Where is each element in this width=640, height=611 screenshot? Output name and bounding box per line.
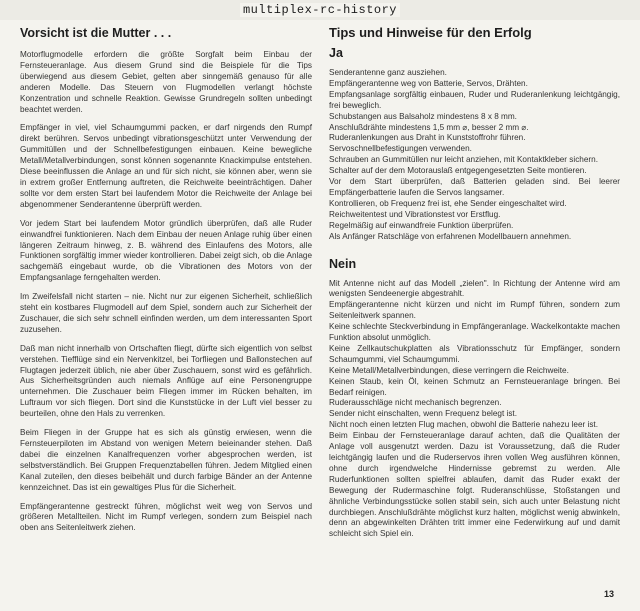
nein-list: [329, 279, 620, 541]
ja-item: Schrauben an Gummitüllen nur leicht anziehen, mit Kontaktkleber sichern.: [329, 155, 598, 165]
ja-item: Vor dem Start überprüfen, daß Batterien geladen sind. Bei leerer Empfängerbatterie laufen die Servos langsamer.: [329, 177, 620, 197]
ja-item: Senderantenne ganz ausziehen.: [329, 68, 447, 77]
paragraph: Im Zweifelsfall nicht starten – nie. Nicht nur zur eigenen Sicherheit, schließlich steht ein kostbares Flugmodell auf dem Spiel, sondern auch zur Sicherheit der Zuschauer, die sich sehr schnell einfinden werden, um dem interessanten Sport zuzusehen.: [20, 292, 312, 334]
ja-item: Schalter auf der dem Motorauslaß entgegengesetzten Seite montieren.: [329, 166, 587, 176]
ja-item: Reichweitentest und Vibrationstest vor Erstflug.: [329, 209, 501, 219]
paragraph: Daß man nicht innerhalb von Ortschaften fliegt, dürfte sich eigentlich von selbst verstehen. Tiefflüge sind ein Nervenkitzel, bei Torfliegen und Ballonstechen auf Flugtagen jederzeit üblich, nie aber über Zuschauern, sonst wird es gefährlich. Aus Sicherheitsgründen auch niemals Anflüge auf eine Personengruppe unternehmen. Die Zuschauer beim Fliegen immer im Rücken behalten, im Luftraum vor sich fliegen. Dort sind die Kunststücke in der Luft viel besser zu beurteilen, ohne den Hals zu verrenken.: [20, 343, 312, 419]
nein-item: Keine Metall/Metallverbindungen, diese verringern die Reichweite.: [329, 365, 569, 375]
nein-item: Nicht noch einen letzten Flug machen, obwohl die Batterie nahezu leer ist.: [329, 420, 598, 430]
ja-item: Empfängerantenne weg von Batterie, Servos, Drähten.: [329, 78, 528, 88]
paragraph: Vor jedem Start bei laufendem Motor gründlich überprüfen, daß alle Ruder einwandfrei funktionieren. Nach dem Einbau der neuen Anlage ruhig über einen längeren Zeitraum hinweg, z. B. während des Einlaufens des Motors, alle Funktionen sorgfältig immer wieder kontrollieren. Dabei zeigt sich, ob die Anlage sachgemäß eingebaut wurde, ob die Vibrationen des Motors von der Empfangsanlage ferngehalten werden.: [20, 218, 312, 283]
ja-item: Ruderanlenkungen aus Draht in Kunststoffrohr führen.: [329, 133, 526, 143]
nein-item: Empfängerantenne nicht kürzen und nicht im Rumpf führen, sondern zum Seitenleitwerk spannen.: [329, 300, 620, 321]
right-column: [329, 20, 620, 546]
nein-heading: Nein: [329, 256, 357, 271]
ja-item: Kontrollieren, ob Frequenz frei ist, ehe Sender eingeschaltet wird.: [329, 198, 567, 208]
left-column: [20, 20, 312, 542]
left-paragraphs: [20, 50, 312, 534]
ja-item: Anschlußdrähte mindestens 1,5 mm ⌀, besser 2 mm ⌀.: [329, 122, 529, 132]
paragraph: Beim Fliegen in der Gruppe hat es sich als günstig erwiesen, wenn die Fernsteuerpiloten im Abstand von wenigen Metern beieinander stehen. Daß dabei die einzelnen Kanalfrequenzen vorher abgesprochen werden, ist selbstverständlich. Bei Gruppen Frequenztabellen führen. Jedem Mitglied einen Kanal zuteilen, den dieses beibehält und durch farbige Bänder an der Antenne kennzeichnet. Das ist ein gewaltiges Plus für die Sicherheit.: [20, 428, 312, 492]
ja-item: Schubstangen aus Balsaholz mindestens 8 x 8 mm.: [329, 111, 517, 121]
paragraph: Empfängerantenne gestreckt führen, möglichst weit weg von Servos und größeren Metallteilen. Nicht im Rumpf verlegen, sondern zum Beispiel nach oben ans Seitenleitwerk ziehen.: [20, 501, 312, 533]
nein-item: Keine Zellkautschukplatten als Vibrationsschutz für Empfänger, sondern Schaumgummi, viel Schaumgummi.: [329, 343, 620, 364]
ja-list: [329, 68, 620, 243]
site-header: [0, 0, 640, 20]
nein-item: Sender nicht einschalten, wenn Frequenz belegt ist.: [329, 409, 517, 419]
manual-page: [0, 20, 640, 611]
paragraph: Empfänger in viel, viel Schaumgummi packen, er darf nirgends den Rumpf direkt berühren. Servos unbedingt vibrationsgeschützt unter Verwendung der Gummitüllen und der Schnellbefestigungen einbauen. Keine bewegliche Metall/Metallverbindungen, sonst können sogenannte Knackimpulse entstehen. Diese beeinflussen die Anlage an und für sich nicht, sie können aber, wenn sie in extrem großer Entfernung auftreten, die Reichweite beeinträchtigen. Daher sollte vor dem ersten Start bei laufendem Motor die Reichweite der Anlage bei abgenommener Senderantenne überprüft werden.: [20, 123, 312, 209]
ja-item: Servoschnellbefestigungen verwenden.: [329, 144, 472, 154]
left-heading: Vorsicht ist die Mutter . . .: [20, 26, 172, 40]
nein-item: Beim Einbau der Fernsteueranlage darauf achten, daß die Qualitäten der Anlage voll ausgenutzt werden. Dazu ist Voraussetzung, daß die Ruder leichtgängig laufen und die Ruderservos ihren vollen Weg ausführen können, ohne durch irgendwelche Hindernisse gebremst zu werden. Alle Ruderfunktionen sollten spielfrei ablaufen, damit das Ruder exakt der Bewegung der Rudermaschine folgt. Ruderanschlüsse, Stoßstangen und ähnliche Verbindungsstücke sollen stabil sein, sich auch unter Belastung nicht durchbiegen. Anschlußdrähte möglichst kurz halten, möglichst wenig abwinkeln, denn an abgewinkelten Drähten tritt immer eine Federwirkung auf und damit schleicht sich Spiel ein.: [329, 431, 620, 539]
ja-item: Als Anfänger Ratschläge von erfahrenen Modellbauern annehmen.: [329, 231, 572, 241]
nein-item: Keine schlechte Steckverbindung in Empfängeranlage. Wackelkontakte machen Funktion absolut unmöglich.: [329, 322, 620, 343]
paragraph: Motorflugmodelle erfordern die größte Sorgfalt beim Einbau der Fernsteueranlage. Aus diesem Grund sind die Beispiele für die Tips überwiegend aus diesem Gebiet, gelten aber sinngemäß genauso für alle anderen Modelle. Das Steuern von Flugmodellen verlangt höchste Konzentration und schnelle Reaktion. Gewisse Grundregeln sollten unbedingt beachtet werden.: [20, 50, 312, 114]
ja-item: Empfangsanlage sorgfältig einbauen, Ruder und Ruderanlenkung leichtgängig, frei beweglich.: [329, 89, 620, 110]
nein-item: Ruderausschläge nicht mechanisch begrenzen.: [329, 398, 502, 408]
ja-item: Regelmäßig auf einwandfreie Funktion überprüfen.: [329, 220, 514, 230]
nein-item: Mit Antenne nicht auf das Modell „zielen". In Richtung der Antenne wird am wenigsten Sendeenergie abgestrahlt.: [329, 278, 620, 299]
page-number: 13: [603, 589, 614, 599]
nein-item: Keinen Staub, kein Öl, keinen Schmutz an Fernsteueranlage bringen. Bei Bedarf reinigen.: [329, 376, 620, 397]
right-heading: Tips und Hinweise für den Erfolg: [329, 25, 532, 40]
site-title: multiplex-rc-history: [240, 3, 400, 17]
ja-heading: Ja: [329, 46, 343, 60]
